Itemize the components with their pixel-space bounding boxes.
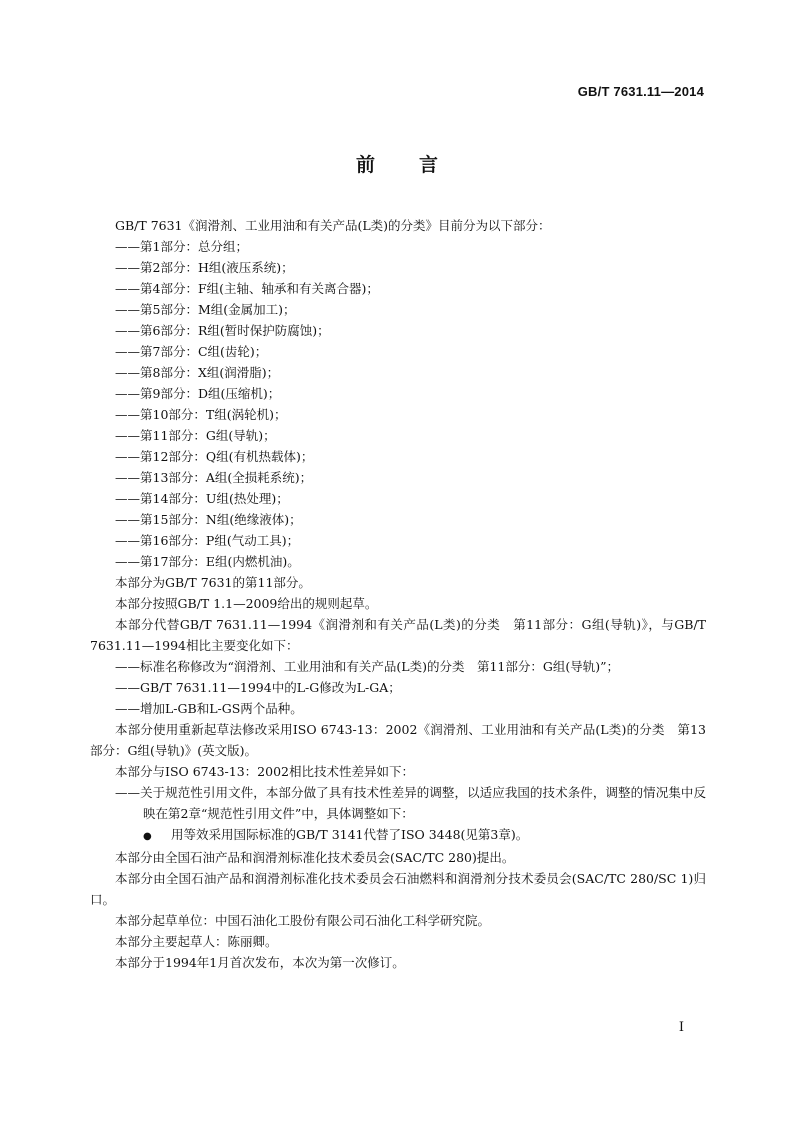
page-number: I bbox=[678, 1020, 684, 1035]
iso-adoption-paragraph: 本部分使用重新起草法修改采用ISO 6743-13：2002《润滑剂、工业用油和有关产品(L类)的分类 第13部分：G组(导轨)》(英文版)。 bbox=[90, 722, 706, 758]
bullet-icon: ● bbox=[143, 831, 152, 842]
proposed-by-paragraph: 本部分由全国石油产品和润滑剂标准化技术委员会(SAC/TC 280)提出。 bbox=[115, 850, 515, 865]
drafter-paragraph: 本部分主要起草人：陈丽卿。 bbox=[115, 934, 278, 949]
title-part-2: 言 bbox=[419, 154, 439, 176]
page-title bbox=[0, 150, 794, 177]
list-item: ——第11部分：G组(导轨)； bbox=[115, 428, 276, 443]
list-item: ——第6部分：R组(暂时保护防腐蚀)； bbox=[115, 323, 330, 338]
document-id-header: GB/T 7631.11—2014 bbox=[577, 84, 704, 99]
list-item: ——第8部分：X组(润滑脂)； bbox=[115, 365, 280, 380]
foreword-body bbox=[90, 215, 710, 973]
intro-paragraph: GB/T 7631《润滑剂、工业用油和有关产品(L类)的分类》目前分为以下部分： bbox=[115, 218, 551, 233]
list-item: ——第1部分：总分组； bbox=[115, 239, 248, 254]
title-part-1: 前 bbox=[355, 154, 375, 176]
list-item: ——第9部分：D组(压缩机)； bbox=[115, 386, 281, 401]
parts-list bbox=[90, 236, 706, 572]
list-item: ——第13部分：A组(全损耗系统)； bbox=[115, 470, 313, 485]
replaces-paragraph: 本部分代替GB/T 7631.11—1994《润滑剂和有关产品(L类)的分类 第11部分：G组(导轨)》，与GB/T 7631.11—1994相比主要变化如下： bbox=[90, 617, 710, 653]
history-paragraph: 本部分于1994年1月首次发布，本次为第一次修订。 bbox=[115, 955, 405, 970]
list-item: ——第10部分：T组(涡轮机)； bbox=[115, 407, 287, 422]
technical-differences-paragraph: 本部分与ISO 6743-13：2002相比技术性差异如下： bbox=[115, 764, 414, 779]
list-item: ——第2部分：H组(液压系统)； bbox=[115, 260, 294, 275]
list-item: ——第7部分：C组(齿轮)； bbox=[115, 344, 268, 359]
bullet-item bbox=[90, 824, 706, 847]
part-of-paragraph: 本部分为GB/T 7631的第11部分。 bbox=[115, 575, 311, 590]
list-item: ——第17部分：E组(内燃机油)。 bbox=[115, 554, 300, 569]
drafting-rules-paragraph: 本部分按照GB/T 1.1—2009给出的规则起草。 bbox=[115, 596, 378, 611]
list-item: ——第15部分：N组(绝缘液体)； bbox=[115, 512, 302, 527]
list-item: ——标准名称修改为“润滑剂、工业用油和有关产品(L类)的分类 第11部分：G组(导轨)”； bbox=[115, 659, 619, 674]
list-item: ——第16部分：P组(气动工具)； bbox=[115, 533, 300, 548]
list-item: ——第5部分：M组(金属加工)； bbox=[115, 302, 296, 317]
list-item: ——GB/T 7631.11—1994中的L-G修改为L-GA； bbox=[115, 680, 401, 695]
list-item: ——增加L-GB和L-GS两个品种。 bbox=[115, 701, 303, 716]
list-item: ——第4部分：F组(主轴、轴承和有关离合器)； bbox=[115, 281, 379, 296]
bullet-text: 用等效采用国际标准的GB/T 3141代替了ISO 3448(见第3章)。 bbox=[171, 827, 529, 842]
centralized-by-paragraph: 本部分由全国石油产品和润滑剂标准化技术委员会石油燃料和润滑剂分技术委员会(SAC/TC 280/SC 1)归口。 bbox=[90, 871, 706, 907]
list-item: ——关于规范性引用文件，本部分做了具有技术性差异的调整，以适应我国的技术条件，调整的情况集中反映在第2章“规范性引用文件”中，具体调整如下： bbox=[115, 785, 706, 821]
list-item: ——第14部分：U组(热处理)； bbox=[115, 491, 289, 506]
changes-list bbox=[90, 656, 706, 719]
list-item: ——第12部分：Q组(有机热载体)； bbox=[115, 449, 314, 464]
drafting-unit-paragraph: 本部分起草单位：中国石油化工股份有限公司石油化工科学研究院。 bbox=[115, 913, 491, 928]
